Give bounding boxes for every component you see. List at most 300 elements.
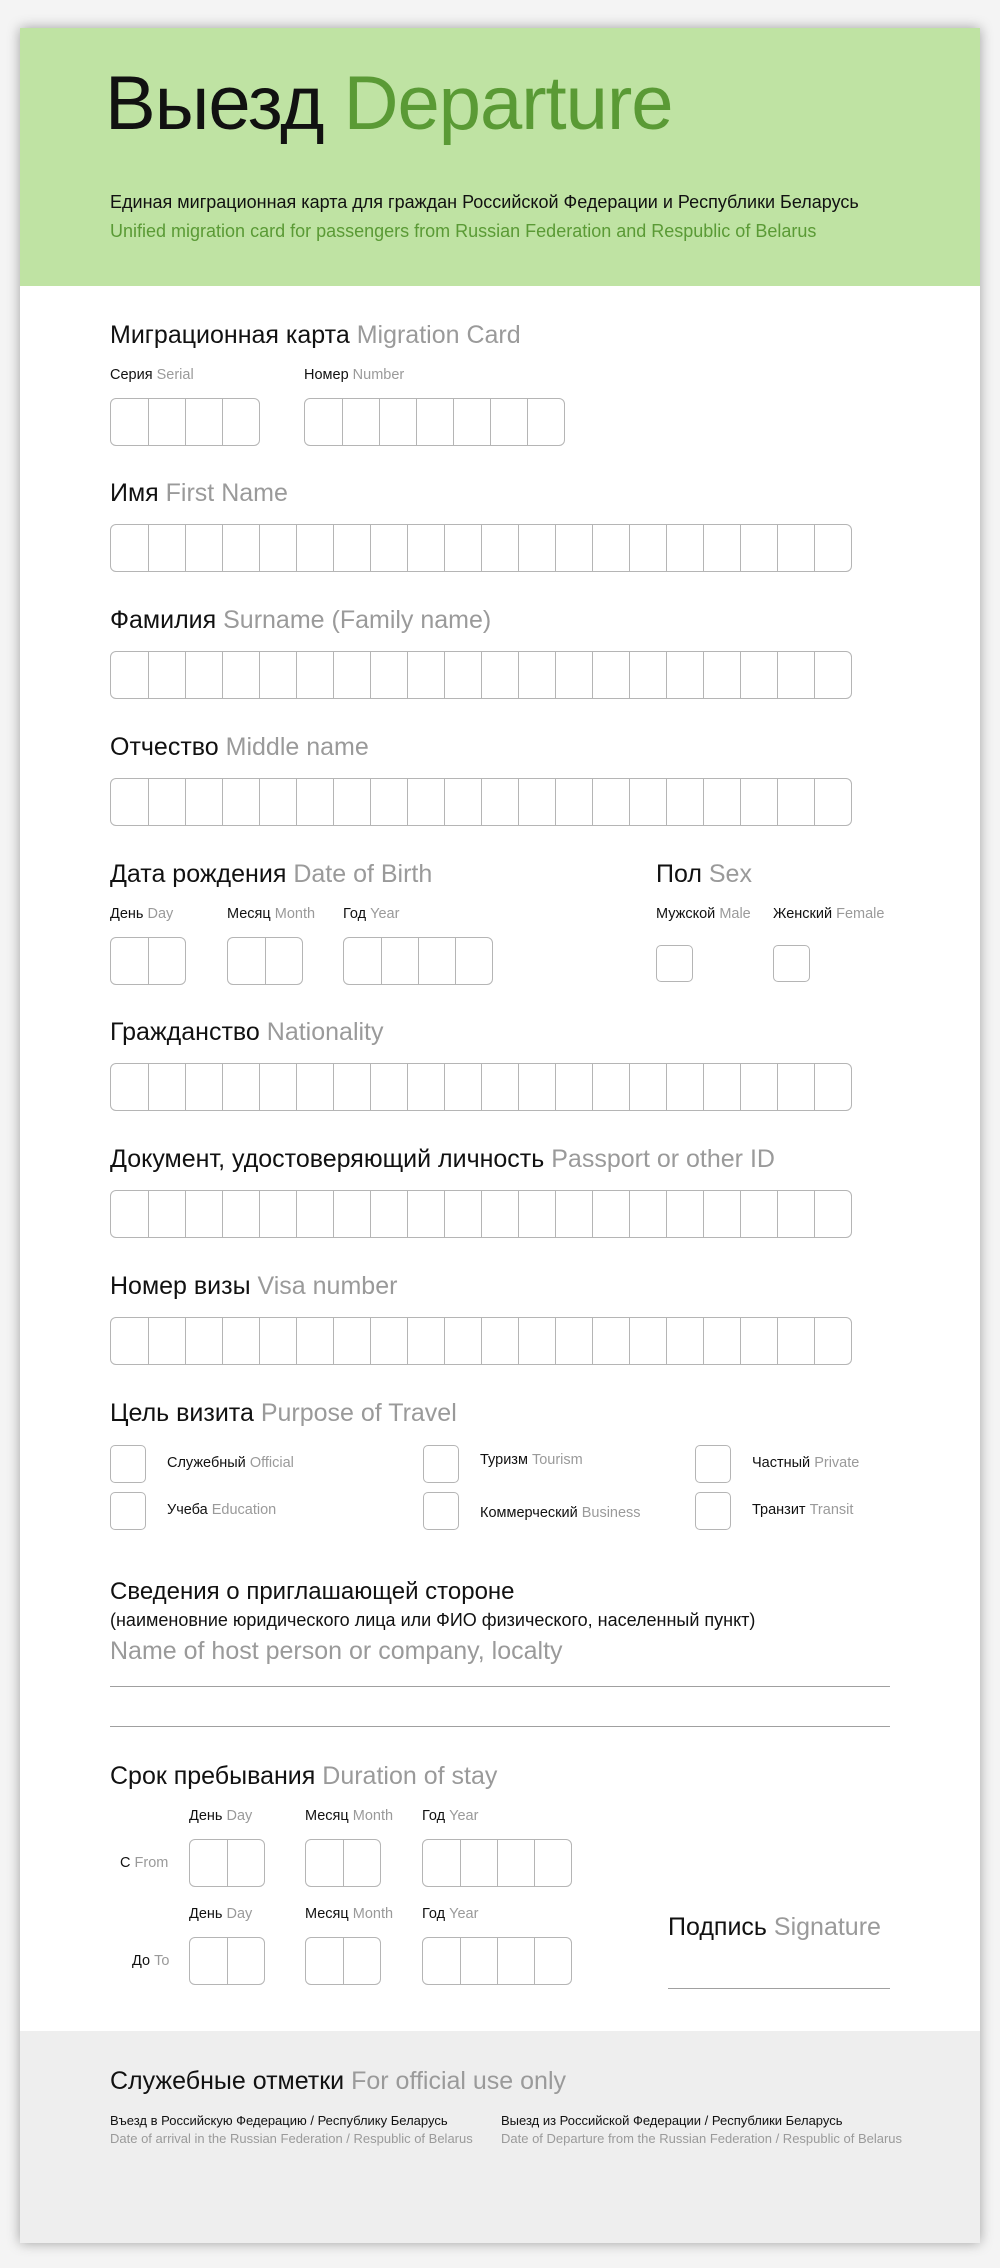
middle-name-input[interactable]	[110, 778, 852, 826]
input-cell[interactable]	[592, 525, 629, 571]
input-cell[interactable]	[490, 399, 527, 445]
input-cell[interactable]	[453, 399, 490, 445]
departure-stamp-en: Date of Departure from the Russian Federation / Respublic of Belarus	[501, 2131, 903, 2146]
input-cell[interactable]	[344, 938, 381, 984]
stay-to-month-label-en: Month	[352, 1906, 394, 1922]
dob-day-input[interactable]	[110, 937, 186, 985]
signature-line[interactable]	[668, 1988, 890, 1989]
input-cell[interactable]	[518, 652, 555, 698]
input-cell[interactable]	[444, 525, 481, 571]
input-cell[interactable]	[666, 1191, 703, 1237]
number-input[interactable]	[304, 398, 565, 446]
input-cell[interactable]	[444, 779, 481, 825]
stay-to-month-input[interactable]	[305, 1937, 381, 1985]
stay-from-month-label-en: Month	[352, 1808, 394, 1824]
input-cell[interactable]	[379, 399, 416, 445]
stay-label-en: Duration of stay	[322, 1762, 498, 1790]
input-cell[interactable]	[222, 779, 259, 825]
input-cell[interactable]	[370, 1318, 407, 1364]
number-label	[304, 367, 404, 383]
input-cell[interactable]	[740, 652, 777, 698]
purpose-transit-label-en: Transit	[809, 1502, 854, 1518]
input-cell[interactable]	[814, 652, 851, 698]
purpose-private-label	[752, 1455, 859, 1471]
input-cell[interactable]	[111, 1318, 148, 1364]
dob-label-ru: Дата рождения	[110, 860, 287, 888]
stay-to-day-label-en: Day	[226, 1906, 253, 1922]
input-cell[interactable]	[703, 525, 740, 571]
input-cell[interactable]	[518, 779, 555, 825]
first-name-label	[110, 479, 288, 508]
input-cell[interactable]	[592, 1064, 629, 1110]
migration-card-label	[110, 321, 521, 350]
input-cell[interactable]	[185, 399, 222, 445]
input-cell[interactable]	[370, 779, 407, 825]
arrival-stamp-ru: Въезд в Российскую Федерацию / Республику Беларусь	[110, 2113, 448, 2128]
input-cell[interactable]	[259, 779, 296, 825]
input-cell[interactable]	[444, 1191, 481, 1237]
title-ru: Выезд	[105, 61, 324, 146]
purpose-tourism-checkbox[interactable]	[423, 1445, 459, 1483]
input-cell[interactable]	[381, 938, 418, 984]
input-cell[interactable]	[460, 1840, 497, 1886]
input-cell[interactable]	[185, 779, 222, 825]
form-header	[20, 28, 980, 286]
input-cell[interactable]	[555, 652, 592, 698]
sex-female-label-en: Female	[836, 906, 885, 922]
surname-label-en: Surname (Family name)	[223, 606, 492, 634]
input-cell[interactable]	[418, 938, 455, 984]
dob-day-label-ru: День	[110, 906, 144, 922]
input-cell[interactable]	[444, 1318, 481, 1364]
first-name-input[interactable]	[110, 524, 852, 572]
host-line-2[interactable]	[110, 1726, 890, 1727]
first-name-label-en: First Name	[165, 479, 288, 507]
input-cell[interactable]	[629, 1064, 666, 1110]
serial-label-ru: Серия	[110, 367, 153, 383]
signature-label-ru: Подпись	[668, 1913, 767, 1941]
dob-month-label-ru: Месяц	[227, 906, 271, 922]
purpose-transit-checkbox[interactable]	[695, 1492, 731, 1530]
purpose-label	[110, 1399, 457, 1428]
passport-label	[110, 1145, 775, 1174]
input-cell[interactable]	[370, 652, 407, 698]
purpose-business-label	[480, 1505, 641, 1521]
stay-to-day-label-ru: День	[189, 1906, 223, 1922]
input-cell[interactable]	[227, 1840, 264, 1886]
input-cell[interactable]	[814, 1318, 851, 1364]
sex-label	[656, 860, 752, 889]
visa-label-ru: Номер визы	[110, 1272, 251, 1300]
input-cell[interactable]	[460, 1938, 497, 1984]
input-cell[interactable]	[343, 1840, 380, 1886]
migration-card-form	[20, 28, 980, 2243]
input-cell[interactable]	[407, 1318, 444, 1364]
purpose-education-label-ru: Учеба	[167, 1502, 208, 1518]
stay-to-day-input[interactable]	[189, 1937, 265, 1985]
stay-from-year-input[interactable]	[422, 1839, 572, 1887]
passport-input[interactable]	[110, 1190, 852, 1238]
purpose-official-label	[167, 1455, 294, 1471]
purpose-private-checkbox[interactable]	[695, 1445, 731, 1483]
number-label-ru: Номер	[304, 367, 349, 383]
input-cell[interactable]	[222, 1318, 259, 1364]
input-cell[interactable]	[518, 525, 555, 571]
serial-label	[110, 367, 194, 383]
signature-label	[668, 1913, 881, 1942]
migration-card-label-ru: Миграционная карта	[110, 321, 350, 349]
input-cell[interactable]	[370, 525, 407, 571]
stay-from-day-input[interactable]	[189, 1839, 265, 1887]
stay-from-month-input[interactable]	[305, 1839, 381, 1887]
input-cell[interactable]	[481, 1064, 518, 1110]
host-label-en: Name of host person or company, localty	[110, 1637, 563, 1665]
host-line-1[interactable]	[110, 1686, 890, 1687]
input-cell[interactable]	[703, 1318, 740, 1364]
input-cell[interactable]	[703, 1064, 740, 1110]
input-cell[interactable]	[148, 399, 185, 445]
input-cell[interactable]	[629, 779, 666, 825]
purpose-tourism-label-en: Tourism	[531, 1452, 583, 1468]
input-cell[interactable]	[185, 1064, 222, 1110]
input-cell[interactable]	[296, 652, 333, 698]
input-cell[interactable]	[296, 779, 333, 825]
dob-day-label	[110, 906, 173, 922]
stay-to-label	[132, 1953, 169, 1969]
input-cell[interactable]	[518, 1064, 555, 1110]
dob-label-en: Date of Birth	[293, 860, 433, 888]
input-cell[interactable]	[592, 652, 629, 698]
input-cell[interactable]	[333, 1318, 370, 1364]
input-cell[interactable]	[148, 938, 185, 984]
input-cell[interactable]	[666, 1064, 703, 1110]
first-name-label-ru: Имя	[110, 479, 159, 507]
nationality-label-en: Nationality	[266, 1018, 384, 1046]
input-cell[interactable]	[592, 779, 629, 825]
input-cell[interactable]	[185, 652, 222, 698]
departure-stamp-ru: Выезд из Российской Федерации / Республики Беларусь	[501, 2113, 843, 2128]
purpose-business-label-en: Business	[581, 1505, 641, 1521]
input-cell[interactable]	[222, 1064, 259, 1110]
input-cell[interactable]	[222, 1191, 259, 1237]
input-cell[interactable]	[259, 1318, 296, 1364]
input-cell[interactable]	[190, 1840, 227, 1886]
input-cell[interactable]	[111, 652, 148, 698]
input-cell[interactable]	[333, 1064, 370, 1110]
input-cell[interactable]	[740, 1191, 777, 1237]
input-cell[interactable]	[296, 1191, 333, 1237]
purpose-business-checkbox[interactable]	[423, 1492, 459, 1530]
input-cell[interactable]	[666, 1318, 703, 1364]
input-cell[interactable]	[497, 1938, 534, 1984]
input-cell[interactable]	[703, 1191, 740, 1237]
input-cell[interactable]	[777, 1191, 814, 1237]
purpose-tourism-label	[480, 1452, 583, 1468]
host-label-ru: Сведения о приглашающей стороне	[110, 1578, 515, 1605]
input-cell[interactable]	[222, 399, 259, 445]
input-cell[interactable]	[296, 525, 333, 571]
input-cell[interactable]	[444, 1064, 481, 1110]
dob-label	[110, 860, 432, 889]
input-cell[interactable]	[111, 938, 148, 984]
stay-from-year-label-en: Year	[449, 1808, 479, 1824]
stay-to-label-ru: До	[132, 1953, 151, 1969]
input-cell[interactable]	[527, 399, 564, 445]
number-label-en: Number	[352, 367, 405, 383]
stay-to-label-en: To	[154, 1953, 170, 1969]
migration-card-label-en: Migration Card	[356, 321, 521, 349]
input-cell[interactable]	[592, 1191, 629, 1237]
purpose-label-en: Purpose of Travel	[260, 1399, 457, 1427]
input-cell[interactable]	[407, 779, 444, 825]
input-cell[interactable]	[629, 652, 666, 698]
sex-male-label-en: Male	[719, 906, 751, 922]
stay-from-month-label	[305, 1808, 393, 1824]
input-cell[interactable]	[111, 1064, 148, 1110]
input-cell[interactable]	[555, 1064, 592, 1110]
input-cell[interactable]	[814, 1064, 851, 1110]
sex-male-label-ru: Мужской	[656, 906, 716, 922]
input-cell[interactable]	[148, 1318, 185, 1364]
stay-to-year-label	[422, 1906, 478, 1922]
input-cell[interactable]	[370, 1191, 407, 1237]
input-cell[interactable]	[228, 938, 265, 984]
nationality-input[interactable]	[110, 1063, 852, 1111]
input-cell[interactable]	[423, 1938, 460, 1984]
page-title	[105, 61, 673, 146]
input-cell[interactable]	[333, 1191, 370, 1237]
input-cell[interactable]	[555, 779, 592, 825]
signature-label-en: Signature	[773, 1913, 881, 1941]
stay-to-month-label	[305, 1906, 393, 1922]
input-cell[interactable]	[777, 525, 814, 571]
stay-from-label-en: From	[134, 1855, 169, 1871]
input-cell[interactable]	[666, 779, 703, 825]
purpose-tourism-label-ru: Туризм	[480, 1452, 528, 1468]
input-cell[interactable]	[296, 1318, 333, 1364]
input-cell[interactable]	[497, 1840, 534, 1886]
input-cell[interactable]	[814, 1191, 851, 1237]
input-cell[interactable]	[534, 1938, 571, 1984]
passport-label-en: Passport or other ID	[551, 1145, 775, 1173]
input-cell[interactable]	[777, 1318, 814, 1364]
input-cell[interactable]	[481, 525, 518, 571]
serial-label-en: Serial	[156, 367, 194, 383]
purpose-business-label-ru: Коммерческий	[480, 1505, 578, 1521]
input-cell[interactable]	[416, 399, 453, 445]
input-cell[interactable]	[481, 1318, 518, 1364]
dob-year-label-ru: Год	[343, 906, 367, 922]
input-cell[interactable]	[629, 1318, 666, 1364]
input-cell[interactable]	[259, 1064, 296, 1110]
surname-label-ru: Фамилия	[110, 606, 217, 634]
official-label	[110, 2067, 566, 2096]
input-cell[interactable]	[555, 1318, 592, 1364]
visa-label-en: Visa number	[257, 1272, 398, 1300]
purpose-official-checkbox[interactable]	[110, 1445, 146, 1483]
input-cell[interactable]	[111, 1191, 148, 1237]
input-cell[interactable]	[629, 525, 666, 571]
input-cell[interactable]	[407, 1191, 444, 1237]
input-cell[interactable]	[343, 1938, 380, 1984]
dob-year-label-en: Year	[370, 906, 400, 922]
official-label-ru: Служебные отметки	[110, 2067, 345, 2095]
purpose-official-label-en: Official	[249, 1455, 294, 1471]
input-cell[interactable]	[148, 1191, 185, 1237]
stay-to-year-input[interactable]	[422, 1937, 572, 1985]
purpose-transit-label	[752, 1502, 853, 1518]
input-cell[interactable]	[481, 779, 518, 825]
input-cell[interactable]	[111, 399, 148, 445]
passport-label-ru: Документ, удостоверяющий личность	[110, 1145, 545, 1173]
sex-label-en: Sex	[708, 860, 752, 888]
stay-from-month-label-ru: Месяц	[305, 1808, 349, 1824]
input-cell[interactable]	[666, 525, 703, 571]
input-cell[interactable]	[333, 779, 370, 825]
sex-female-label-ru: Женский	[773, 906, 833, 922]
purpose-private-label-ru: Частный	[752, 1455, 811, 1471]
input-cell[interactable]	[740, 525, 777, 571]
middle-name-label-en: Middle name	[225, 733, 369, 761]
input-cell[interactable]	[455, 938, 492, 984]
dob-month-label	[227, 906, 315, 922]
stay-from-day-label-en: Day	[226, 1808, 253, 1824]
title-en: Departure	[343, 61, 673, 146]
sex-female-checkbox[interactable]	[773, 945, 810, 982]
input-cell[interactable]	[370, 1064, 407, 1110]
input-cell[interactable]	[185, 525, 222, 571]
input-cell[interactable]	[259, 525, 296, 571]
input-cell[interactable]	[190, 1938, 227, 1984]
input-cell[interactable]	[534, 1840, 571, 1886]
input-cell[interactable]	[740, 1064, 777, 1110]
input-cell[interactable]	[740, 1318, 777, 1364]
input-cell[interactable]	[777, 652, 814, 698]
input-cell[interactable]	[423, 1840, 460, 1886]
input-cell[interactable]	[333, 525, 370, 571]
input-cell[interactable]	[306, 1938, 343, 1984]
purpose-education-label	[167, 1502, 276, 1518]
purpose-transit-label-ru: Транзит	[752, 1502, 806, 1518]
input-cell[interactable]	[407, 1064, 444, 1110]
purpose-label-ru: Цель визита	[110, 1399, 254, 1427]
stay-to-year-label-en: Year	[449, 1906, 479, 1922]
input-cell[interactable]	[703, 779, 740, 825]
surname-label	[110, 606, 491, 635]
purpose-official-label-ru: Служебный	[167, 1455, 246, 1471]
input-cell[interactable]	[111, 525, 148, 571]
input-cell[interactable]	[148, 652, 185, 698]
input-cell[interactable]	[740, 779, 777, 825]
subtitle-ru: Единая миграционная карта для граждан Российской Федерации и Республики Беларусь	[110, 192, 859, 212]
input-cell[interactable]	[148, 525, 185, 571]
dob-day-label-en: Day	[147, 906, 174, 922]
dob-year-label	[343, 906, 399, 922]
sex-male-label	[656, 906, 751, 922]
stay-from-year-label-ru: Год	[422, 1808, 446, 1824]
input-cell[interactable]	[222, 652, 259, 698]
input-cell[interactable]	[481, 652, 518, 698]
stay-to-day-label	[189, 1906, 252, 1922]
input-cell[interactable]	[305, 399, 342, 445]
stay-from-year-label	[422, 1808, 478, 1824]
sex-label-ru: Пол	[656, 860, 702, 888]
input-cell[interactable]	[555, 1191, 592, 1237]
stay-from-label-ru: С	[120, 1855, 131, 1871]
input-cell[interactable]	[265, 938, 302, 984]
host-note-ru: (наименовние юридического лица или ФИО физического, населенный пункт)	[110, 1610, 756, 1630]
input-cell[interactable]	[148, 1064, 185, 1110]
stay-from-day-label	[189, 1808, 252, 1824]
input-cell[interactable]	[629, 1191, 666, 1237]
arrival-stamp-en: Date of arrival in the Russian Federation / Respublic of Belarus	[110, 2131, 473, 2146]
input-cell[interactable]	[342, 399, 379, 445]
input-cell[interactable]	[185, 1318, 222, 1364]
sex-female-label	[773, 906, 884, 922]
dob-month-label-en: Month	[274, 906, 316, 922]
input-cell[interactable]	[259, 652, 296, 698]
input-cell[interactable]	[148, 779, 185, 825]
input-cell[interactable]	[222, 525, 259, 571]
stay-label	[110, 1762, 497, 1791]
input-cell[interactable]	[555, 525, 592, 571]
input-cell[interactable]	[518, 1191, 555, 1237]
input-cell[interactable]	[227, 1938, 264, 1984]
input-cell[interactable]	[407, 652, 444, 698]
input-cell[interactable]	[666, 652, 703, 698]
input-cell[interactable]	[481, 1191, 518, 1237]
purpose-education-checkbox[interactable]	[110, 1492, 146, 1530]
sex-male-checkbox[interactable]	[656, 945, 693, 982]
stay-label-ru: Срок пребывания	[110, 1762, 316, 1790]
stay-from-label	[120, 1855, 168, 1871]
visa-label	[110, 1272, 397, 1301]
nationality-label-ru: Гражданство	[110, 1018, 260, 1046]
visa-input[interactable]	[110, 1317, 852, 1365]
input-cell[interactable]	[407, 525, 444, 571]
purpose-education-label-en: Education	[211, 1502, 277, 1518]
subtitle-en: Unified migration card for passengers from Russian Federation and Respublic of Belarus	[110, 221, 817, 241]
stay-to-year-label-ru: Год	[422, 1906, 446, 1922]
input-cell[interactable]	[518, 1318, 555, 1364]
official-label-en: For official use only	[351, 2067, 567, 2095]
input-cell[interactable]	[333, 652, 370, 698]
input-cell[interactable]	[444, 652, 481, 698]
input-cell[interactable]	[259, 1191, 296, 1237]
official-use-section	[20, 2031, 980, 2243]
input-cell[interactable]	[592, 1318, 629, 1364]
dob-year-input[interactable]	[343, 937, 493, 985]
dob-month-input[interactable]	[227, 937, 303, 985]
input-cell[interactable]	[777, 1064, 814, 1110]
input-cell[interactable]	[296, 1064, 333, 1110]
input-cell[interactable]	[111, 779, 148, 825]
input-cell[interactable]	[703, 652, 740, 698]
middle-name-label-ru: Отчество	[110, 733, 219, 761]
input-cell[interactable]	[814, 779, 851, 825]
purpose-private-label-en: Private	[814, 1455, 860, 1471]
input-cell[interactable]	[185, 1191, 222, 1237]
nationality-label	[110, 1018, 384, 1047]
input-cell[interactable]	[777, 779, 814, 825]
stay-to-month-label-ru: Месяц	[305, 1906, 349, 1922]
serial-input[interactable]	[110, 398, 260, 446]
input-cell[interactable]	[306, 1840, 343, 1886]
surname-input[interactable]	[110, 651, 852, 699]
stay-from-day-label-ru: День	[189, 1808, 223, 1824]
middle-name-label	[110, 733, 369, 762]
input-cell[interactable]	[814, 525, 851, 571]
